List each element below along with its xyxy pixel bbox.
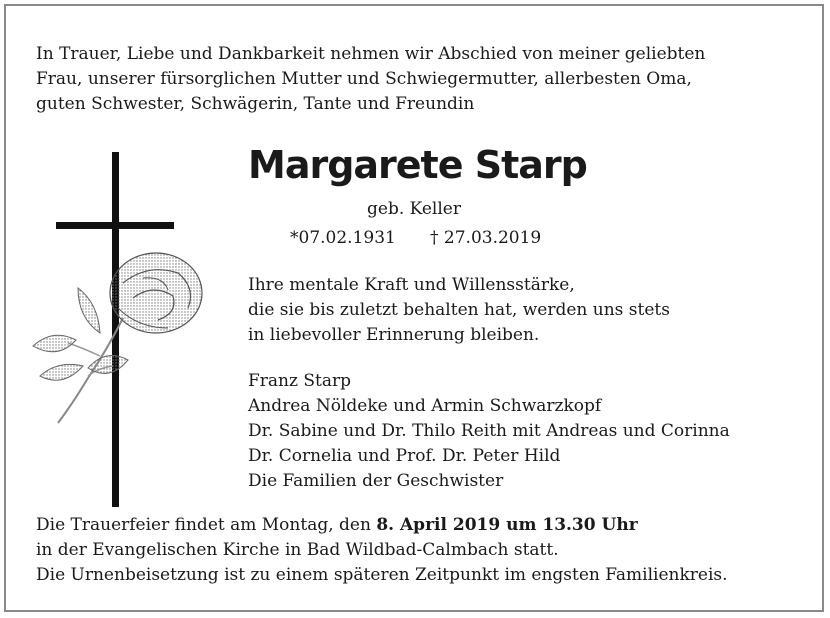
funeral-prefix: Die Trauerfeier findet am Montag, den <box>36 515 377 535</box>
birth-name: geb. Keller <box>367 199 461 219</box>
tribute-line: die sie bis zuletzt behalten hat, werden uns stets <box>248 300 670 320</box>
funeral-datetime: 8. April 2019 um 13.30 Uhr <box>376 515 638 535</box>
mourners-list <box>248 369 730 494</box>
intro-line: Frau, unserer fürsorglichen Mutter und Schwiegermutter, allerbesten Oma, <box>36 69 692 89</box>
rose-icon <box>28 248 208 428</box>
intro-line: In Trauer, Liebe und Dankbarkeit nehmen wir Abschied von meiner geliebten <box>36 44 706 64</box>
funeral-line-2: in der Evangelischen Kirche in Bad Wildbad-Calmbach statt. <box>36 540 559 560</box>
birth-date: *07.02.1931 <box>290 228 396 248</box>
death-date: † 27.03.2019 <box>430 228 542 248</box>
mourner: Andrea Nöldeke und Armin Schwarzkopf <box>248 396 602 416</box>
mourner: Dr. Sabine und Dr. Thilo Reith mit Andreas und Corinna <box>248 421 730 441</box>
deceased-name: Margarete Starp <box>248 143 587 187</box>
tribute-text <box>248 273 670 348</box>
funeral-line-3: Die Urnenbeisetzung ist zu einem späteren Zeitpunkt im engsten Familienkreis. <box>36 565 728 585</box>
funeral-info <box>36 513 728 588</box>
tribute-line: in liebevoller Erinnerung bleiben. <box>248 325 540 345</box>
mourner: Franz Starp <box>248 371 351 391</box>
intro-text <box>36 42 705 117</box>
mourner: Die Familien der Geschwister <box>248 471 504 491</box>
intro-line: guten Schwester, Schwägerin, Tante und Freundin <box>36 94 475 114</box>
funeral-line-1 <box>36 513 728 538</box>
mourner: Dr. Cornelia und Prof. Dr. Peter Hild <box>248 446 561 466</box>
cross-icon-bar <box>56 222 174 229</box>
tribute-line: Ihre mentale Kraft und Willensstärke, <box>248 275 575 295</box>
